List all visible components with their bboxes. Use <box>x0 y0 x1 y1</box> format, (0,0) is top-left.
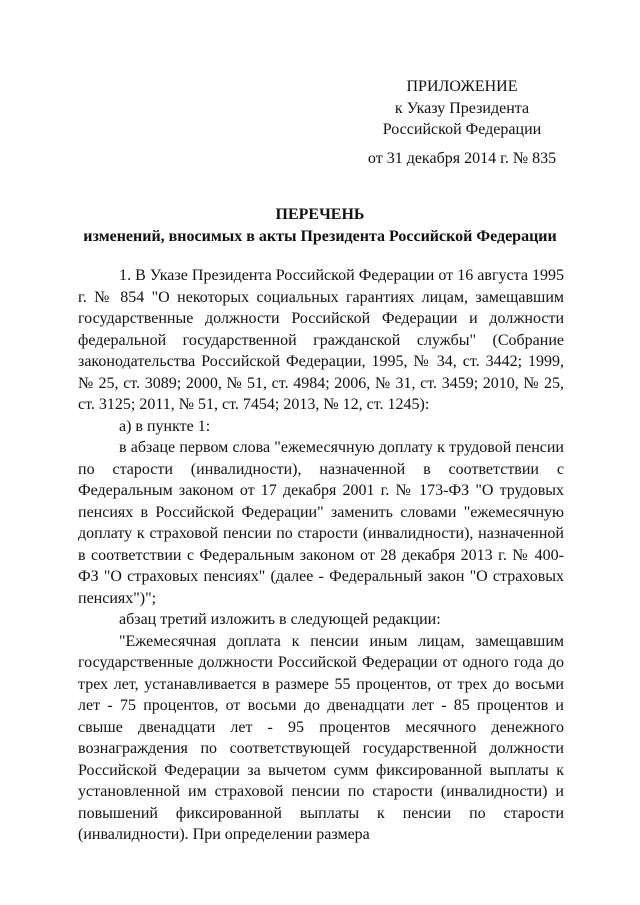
appendix-issuer: Российской Федерации <box>382 121 542 138</box>
document-title: ПЕРЕЧЕНЬ <box>275 206 365 223</box>
appendix-block <box>342 76 582 169</box>
appendix-reference: к Указу Президента <box>394 99 530 117</box>
paragraph-1: 1. В Указе Президента Российской Федерации от 16 августа 1995 г. № 854 "О некоторых социальных гарантиях лицам, замещавшим государственные должности Российской Федерации и должности федеральной государственной гражданской службы" (Собрание законодательства Российской Федерации, 1995, № 34, ст. 3442; 1999, № 25, ст. 3089; 2000, № 51, ст. 4984; 2006, № 31, ст. 3459; 2010, № 25, ст. 3125; 2011, № 51, ст. 7454; 2013, № 12, ст. 1245): <box>78 267 564 413</box>
document-body <box>78 265 564 846</box>
document-subtitle: изменений, вносимых в акты Президента Российской Федерации <box>83 228 557 245</box>
appendix-date-number: от 31 декабря 2014 г. № 835 <box>367 149 557 167</box>
document-heading <box>0 204 640 248</box>
paragraph-3: в абзаце первом слова "ежемесячную доплату к трудовой пенсии по старости (инвалидности), назначенной в соответствии с Федеральным законом от 17 декабря 2001 г. № 173-ФЗ "О трудовых пенсиях в Российской Федерации" заменить словами "ежемесячную доплату к страховой пенсии по старости (инвалидности), назначенной в соответствии с Федеральным законом от 28 декабря 2013 г. № 400-ФЗ "О страховых пенсиях" (далее - Федеральный закон "О страховых пенсиях")"; <box>78 439 564 607</box>
paragraph-4: абзац третий изложить в следующей редакции: <box>119 611 441 628</box>
appendix-title: ПРИЛОЖЕНИЕ <box>406 78 518 95</box>
paragraph-5: "Ежемесячная доплата к пенсии иным лицам, замещавшим государственные должности Российской Федерации от одного года до трех лет, устанавливается в размере 55 процентов, от трех до восьми лет - 75 процентов, от восьми до двенадцати лет - 85 процентов и свыше двенадцати лет - 95 процентов месячного денежного вознаграждения по соответствующей государственной должности Российской Федерации за вычетом сумм фиксированной выплаты к установленной им страховой пенсии по старости (инвалидности) и повышений фиксированной выплаты к пенсии по старости (инвалидности). При определении размера <box>78 632 564 843</box>
paragraph-2: а) в пункте 1: <box>119 417 211 435</box>
